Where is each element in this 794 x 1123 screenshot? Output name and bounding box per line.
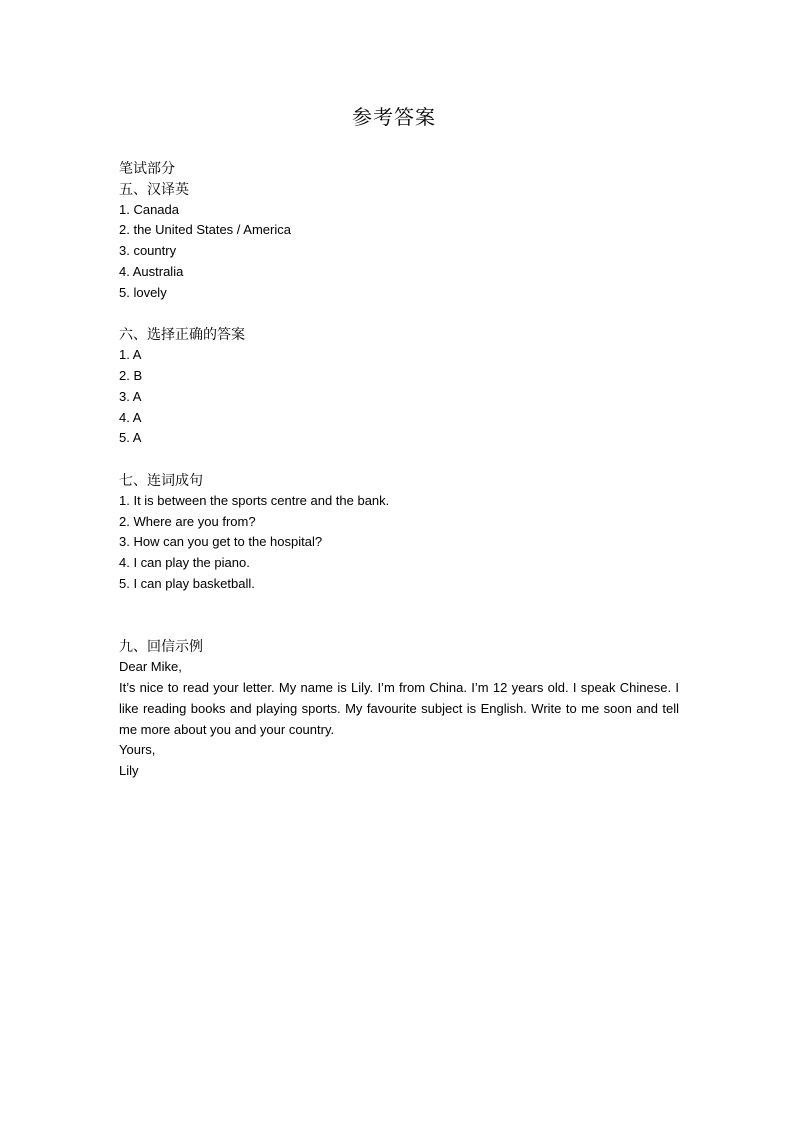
section-6-heading: 六、选择正确的答案 [119, 326, 245, 343]
answer-item: 5. A [119, 430, 142, 446]
answer-item: 1. A [119, 347, 142, 363]
spacer [119, 449, 679, 470]
spacer [119, 595, 679, 637]
answer-item: 3. How can you get to the hospital? [119, 534, 323, 550]
answer-item: 5. I can play basketball. [119, 575, 255, 591]
part-label: 笔试部分 [119, 160, 175, 176]
letter-signature: Lily [119, 763, 139, 779]
answer-item: 4. A [119, 409, 142, 425]
section-5 [119, 179, 679, 304]
letter-body: It’s nice to read your letter. My name is Lily. I’m from China. I’m 12 years old. I speak Chinese. I like reading books and playing sports. My favourite subject is English. Write to me soon and tell me more about you and your country. [119, 679, 679, 737]
answer-item: 4. Australia [119, 263, 184, 279]
section-5-heading: 五、汉译英 [119, 180, 189, 197]
answer-item: 5. lovely [119, 284, 167, 300]
answer-item: 1. Canada [119, 201, 179, 217]
answer-item: 3. A [119, 388, 142, 404]
answer-item: 4. I can play the piano. [119, 555, 250, 571]
section-9 [119, 636, 679, 782]
answer-item: 2. B [119, 367, 143, 383]
document-body [119, 158, 679, 782]
answer-item: 2. the United States / America [119, 222, 291, 238]
letter-greeting: Dear Mike, [119, 659, 182, 675]
answer-item: 3. country [119, 243, 177, 259]
answer-item: 1. It is between the sports centre and the bank. [119, 492, 390, 508]
section-9-heading: 九、回信示例 [119, 638, 203, 655]
section-6 [119, 324, 679, 449]
page-title: 参考答案 [352, 107, 436, 129]
section-7 [119, 470, 679, 595]
answer-item: 2. Where are you from? [119, 513, 256, 529]
spacer [119, 304, 679, 325]
letter-closing: Yours, [119, 742, 156, 758]
section-7-heading: 七、连词成句 [119, 471, 203, 488]
